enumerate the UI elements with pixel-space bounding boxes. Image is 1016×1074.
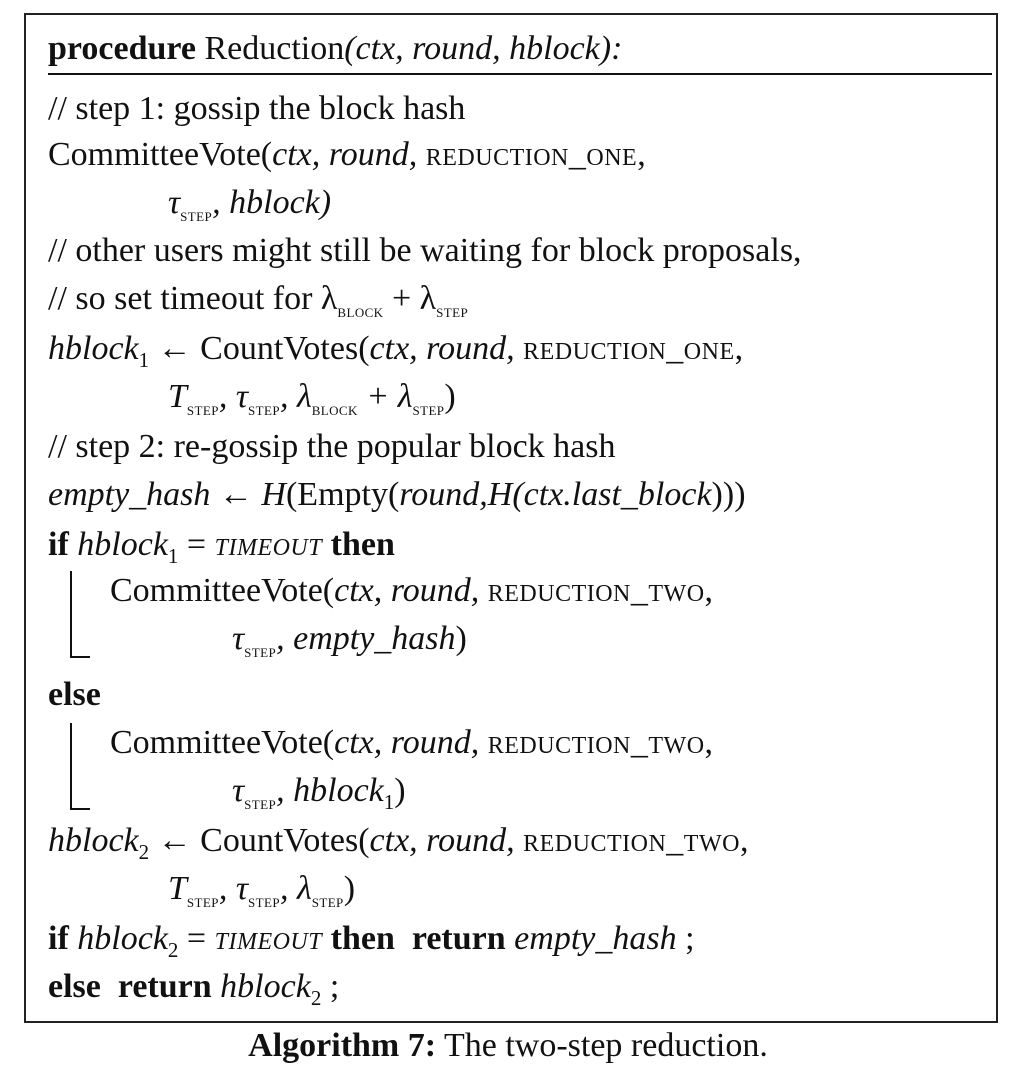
else-return-line: else return hblock$_2$ ; (48, 968, 340, 1010)
caption-text: The two-step reduction. (443, 1027, 768, 1064)
committee-vote-call-3: CommitteeVote(ctx, round, reduction_two, (110, 724, 714, 761)
committee-vote-call-1: CommitteeVote(ctx, round, reduction_one, (48, 136, 647, 173)
else-line-1: else (48, 676, 101, 713)
count-votes-args-2: $T_{step}$, $\tau_{step}$, $\lambda_{step}$) (168, 870, 356, 912)
committee-vote-args-3: $\tau_{step}$, hblock$_1$) (232, 772, 406, 814)
algorithm-caption (0, 1024, 1016, 1068)
committee-vote-args-1: $\tau_{step}$, hblock) (168, 184, 332, 226)
comment-other-users: // other users might still be waiting for block proposals, (48, 232, 802, 269)
empty-hash-assignment: empty_hash ← H(Empty(round,H(ctx.last_block))) (48, 476, 746, 513)
if-timeout-line-1: if hblock$_1$ = timeout then (48, 526, 395, 568)
procedure-keyword: procedure (48, 30, 196, 67)
caption-label: Algorithm 7: (248, 1027, 437, 1064)
committee-vote-args-2: $\tau_{step}$, empty_hash) (232, 620, 467, 662)
comment-step-2: // step 2: re-gossip the popular block hash (48, 428, 616, 465)
if-block-bracket-foot (70, 656, 90, 658)
else-block-bracket (70, 723, 72, 809)
procedure-name: Reduction (204, 30, 345, 67)
else-block-bracket-foot (70, 808, 90, 810)
count-votes-args-1: $T_{step}$, $\tau_{step}$, $\lambda_{block} + \lambda_{step}$) (168, 378, 456, 420)
if-timeout-line-2: if hblock$_2$ = timeout then return empty_hash ; (48, 920, 695, 962)
comment-step-1: // step 1: gossip the block hash (48, 90, 466, 127)
comment-timeout: // so set timeout for $\lambda_{block} + \lambda_{step}$ (48, 280, 469, 322)
procedure-params: (ctx, round, hblock): (344, 30, 623, 67)
count-votes-call-2: hblock$_2$ ← CountVotes(ctx, round, reduction_two, (48, 822, 749, 864)
if-block-bracket (70, 571, 72, 657)
committee-vote-call-2: CommitteeVote(ctx, round, reduction_two, (110, 572, 714, 609)
count-votes-call-1: hblock$_1$ ← CountVotes(ctx, round, reduction_one, (48, 330, 744, 372)
algorithm-box (24, 13, 998, 1023)
procedure-header (48, 29, 992, 75)
